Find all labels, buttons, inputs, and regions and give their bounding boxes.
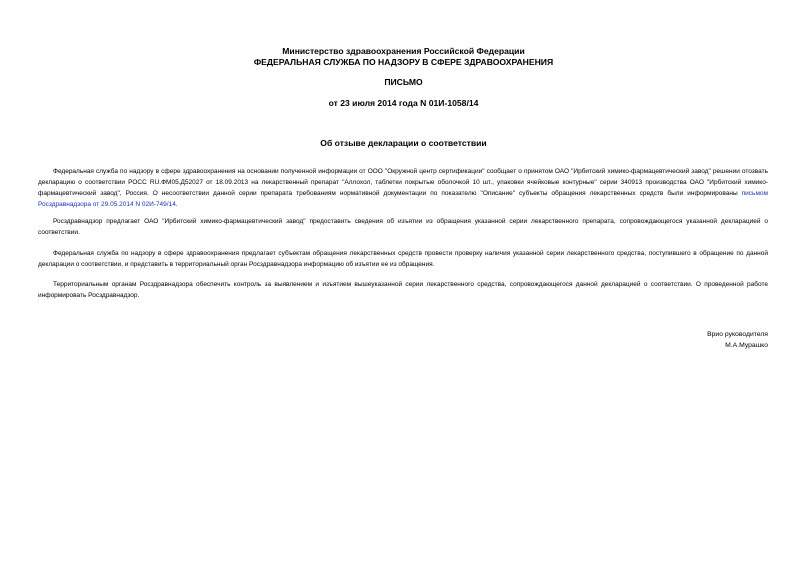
- signatory-name: М.А.Мурашко: [725, 342, 768, 349]
- service-title: ФЕДЕРАЛЬНАЯ СЛУЖБА ПО НАДЗОРУ В СФЕРЕ ЗДРАВООХРАНЕНИЯ: [253, 57, 554, 67]
- paragraph-3: Федеральная служба по надзору в сфере здравоохранения предлагает субъектам обращения лекарственных средств провести проверку наличия указанной серии лекарственного средства, поступившего в обращение по данной декларации о соответствии, и представить в территориальный орган Росздравнадзора информацию об изъятии ее из обращения.: [38, 250, 768, 268]
- document-subject: Об отзыве декларации о соответствии: [320, 138, 487, 148]
- paragraph-1: [38, 166, 768, 210]
- paragraph-4: Территориальным органам Росздравнадзора обеспечить контроль за выявлением и изъятием вышеуказанной серии лекарственного средства, сопровождающегося данной декларацией о соответствии. О проведенной работе информировать Росздравнадзор.: [38, 281, 768, 299]
- document-type: ПИСЬМО: [384, 77, 423, 87]
- paragraph-1-end: .: [175, 201, 178, 208]
- referenced-letter-link[interactable]: письмом Росздравнадзора от 29.05.2014 N 02И-749/14: [38, 190, 768, 208]
- paragraph-2: Росздравнадзор предлагает ОАО "Ирбитский химико-фармацевтический завод" предоставить сведения об изъятии из обращения указанной серии лекарственного препарата, сопровождающегося указанной декларацией о соответствии.: [38, 218, 768, 236]
- ministry-title: Министерство здравоохранения Российской Федерации: [282, 46, 525, 56]
- document-date-number: от 23 июля 2014 года N 01И-1058/14: [328, 98, 479, 108]
- paragraph-1-text: Федеральная служба по надзору в сфере здравоохранения на основании полученной информации от ООО "Окружной центр сертификации" сообщает о принятом ОАО "Ирбитский химико-фармацевтический завод" решении отозвать декларацию о соответствии РОСС RU.ФМ05.Д52027 от 18.09.2013 на лекарственный препарат "Аллохол, таблетки покрытые оболочкой 10 шт., упаковки ячейковые контурные" серии 340913 производства ОАО "Ирбитский химико-фармацевтический завод", Россия. О несоответствии данной серии препарата требованиям нормативной документации по показателю "Описание" субъекты обращения лекарственных средств были информированы: [38, 168, 768, 197]
- signatory-position: Врио руководителя: [707, 331, 768, 338]
